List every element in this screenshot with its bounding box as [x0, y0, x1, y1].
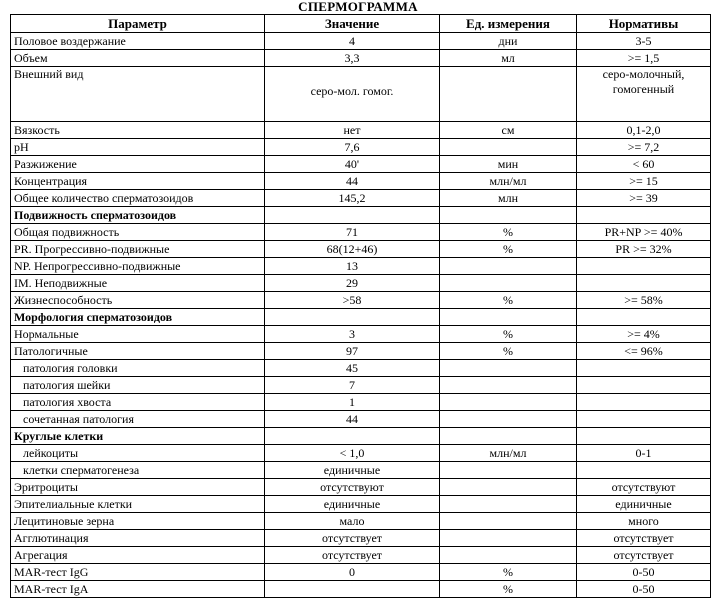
param-cell: Внешний вид [11, 67, 265, 122]
unit-cell: млн [440, 190, 577, 207]
unit-cell [440, 496, 577, 513]
table-header-row [11, 15, 711, 33]
value-cell: отсутствуют [265, 479, 440, 496]
value-cell: единичные [265, 462, 440, 479]
empty-cell [577, 207, 711, 224]
table-row [11, 292, 711, 309]
value-cell: 97 [265, 343, 440, 360]
empty-cell [577, 309, 711, 326]
value-cell: 0 [265, 564, 440, 581]
unit-cell [440, 377, 577, 394]
section-title: Подвижность сперматозоидов [11, 207, 265, 224]
unit-cell [440, 411, 577, 428]
table-row [11, 564, 711, 581]
unit-cell: % [440, 581, 577, 598]
table-row [11, 156, 711, 173]
document-title: СПЕРМОГРАММА [298, 0, 418, 14]
empty-cell [265, 207, 440, 224]
param-cell: лейкоциты [11, 445, 265, 462]
norm-cell: серо-молочный, гомогенный [577, 67, 711, 122]
unit-cell [440, 513, 577, 530]
norm-cell [577, 394, 711, 411]
unit-cell [440, 258, 577, 275]
section-title: Круглые клетки [11, 428, 265, 445]
norm-cell [577, 258, 711, 275]
param-cell: Концентрация [11, 173, 265, 190]
unit-cell: мл [440, 50, 577, 67]
table-row [11, 326, 711, 343]
param-cell: MAR-тест IgG [11, 564, 265, 581]
param-cell: патология головки [11, 360, 265, 377]
table-row [11, 139, 711, 156]
value-cell: 3 [265, 326, 440, 343]
value-cell: 7 [265, 377, 440, 394]
norm-cell: >= 58% [577, 292, 711, 309]
table-row [11, 190, 711, 207]
empty-cell [577, 428, 711, 445]
unit-cell [440, 462, 577, 479]
param-cell: NP. Непрогрессивно-подвижные [11, 258, 265, 275]
empty-cell [440, 207, 577, 224]
spermogram-table [10, 14, 711, 598]
unit-cell: млн/мл [440, 445, 577, 462]
header-unit: Ед. измерения [440, 15, 577, 33]
value-cell: 4 [265, 33, 440, 50]
param-cell: Вязкость [11, 122, 265, 139]
table-row [11, 445, 711, 462]
table-row [11, 33, 711, 50]
unit-cell [440, 360, 577, 377]
header-parameter: Параметр [11, 15, 265, 33]
norm-cell: >= 39 [577, 190, 711, 207]
value-cell: серо-мол. гомог. [265, 67, 440, 122]
param-cell: pH [11, 139, 265, 156]
norm-cell: >= 4% [577, 326, 711, 343]
norm-cell: отсутствует [577, 530, 711, 547]
norm-cell: PR+NP >= 40% [577, 224, 711, 241]
unit-cell [440, 275, 577, 292]
norm-cell: 0-50 [577, 564, 711, 581]
value-cell: 7,6 [265, 139, 440, 156]
value-cell [265, 581, 440, 598]
table-row [11, 496, 711, 513]
unit-cell [440, 394, 577, 411]
value-cell: отсутствует [265, 547, 440, 564]
unit-cell [440, 530, 577, 547]
unit-cell: млн/мл [440, 173, 577, 190]
param-cell: IM. Неподвижные [11, 275, 265, 292]
value-cell: 145,2 [265, 190, 440, 207]
section-title: Морфология сперматозоидов [11, 309, 265, 326]
param-cell: патология шейки [11, 377, 265, 394]
param-cell: PR. Прогрессивно-подвижные [11, 241, 265, 258]
param-cell: Нормальные [11, 326, 265, 343]
param-cell: Общая подвижность [11, 224, 265, 241]
norm-cell [577, 411, 711, 428]
unit-cell: % [440, 564, 577, 581]
unit-cell: % [440, 292, 577, 309]
value-cell: 13 [265, 258, 440, 275]
table-row [11, 377, 711, 394]
unit-cell: мин [440, 156, 577, 173]
table-row [11, 547, 711, 564]
table-row [11, 581, 711, 598]
value-cell: 45 [265, 360, 440, 377]
value-cell: 40' [265, 156, 440, 173]
table-row [11, 513, 711, 530]
table-row [11, 122, 711, 139]
param-cell: Общее количество сперматозоидов [11, 190, 265, 207]
param-cell: Эпителиальные клетки [11, 496, 265, 513]
param-cell: Половое воздержание [11, 33, 265, 50]
value-cell: < 1,0 [265, 445, 440, 462]
header-norm: Нормативы [577, 15, 711, 33]
param-cell: Разжижение [11, 156, 265, 173]
section-row [11, 207, 711, 224]
value-cell: мало [265, 513, 440, 530]
norm-cell: отсутствует [577, 547, 711, 564]
param-cell: сочетанная патология [11, 411, 265, 428]
norm-cell: много [577, 513, 711, 530]
header-value: Значение [265, 15, 440, 33]
empty-cell [440, 428, 577, 445]
table-row [11, 479, 711, 496]
table-row [11, 530, 711, 547]
value-cell: отсутствует [265, 530, 440, 547]
param-cell: Агрегация [11, 547, 265, 564]
unit-cell [440, 547, 577, 564]
norm-cell [577, 360, 711, 377]
table-row [11, 462, 711, 479]
norm-cell: отсутствуют [577, 479, 711, 496]
norm-cell: единичные [577, 496, 711, 513]
value-cell: единичные [265, 496, 440, 513]
section-row [11, 428, 711, 445]
unit-cell: % [440, 343, 577, 360]
norm-cell: 3-5 [577, 33, 711, 50]
norm-cell: 0-1 [577, 445, 711, 462]
norm-cell [577, 275, 711, 292]
unit-cell [440, 479, 577, 496]
param-cell: патология хвоста [11, 394, 265, 411]
table-row [11, 50, 711, 67]
table-row [11, 67, 711, 122]
table-row [11, 394, 711, 411]
value-cell: 44 [265, 173, 440, 190]
norm-cell: < 60 [577, 156, 711, 173]
table-row [11, 258, 711, 275]
norm-cell: >= 15 [577, 173, 711, 190]
norm-cell [577, 462, 711, 479]
table-row [11, 275, 711, 292]
empty-cell [265, 428, 440, 445]
table-row [11, 173, 711, 190]
param-cell: MAR-тест IgA [11, 581, 265, 598]
unit-cell: % [440, 326, 577, 343]
param-cell: Агглютинация [11, 530, 265, 547]
value-cell: >58 [265, 292, 440, 309]
value-cell: 1 [265, 394, 440, 411]
param-cell: Патологичные [11, 343, 265, 360]
table-row [11, 360, 711, 377]
empty-cell [265, 309, 440, 326]
param-cell: Объем [11, 50, 265, 67]
table-row [11, 224, 711, 241]
unit-cell: дни [440, 33, 577, 50]
section-row [11, 309, 711, 326]
norm-cell: >= 1,5 [577, 50, 711, 67]
value-cell: 44 [265, 411, 440, 428]
value-cell: 68(12+46) [265, 241, 440, 258]
unit-cell: % [440, 224, 577, 241]
unit-cell [440, 67, 577, 122]
param-cell: Лецитиновые зерна [11, 513, 265, 530]
param-cell: клетки сперматогенеза [11, 462, 265, 479]
empty-cell [440, 309, 577, 326]
unit-cell [440, 139, 577, 156]
norm-cell: 0,1-2,0 [577, 122, 711, 139]
param-cell: Эритроциты [11, 479, 265, 496]
norm-cell [577, 377, 711, 394]
value-cell: 3,3 [265, 50, 440, 67]
param-cell: Жизнеспособность [11, 292, 265, 309]
value-cell: 71 [265, 224, 440, 241]
table-row [11, 343, 711, 360]
table-row [11, 411, 711, 428]
norm-cell: >= 7,2 [577, 139, 711, 156]
unit-cell: % [440, 241, 577, 258]
norm-cell: PR >= 32% [577, 241, 711, 258]
norm-cell: <= 96% [577, 343, 711, 360]
unit-cell: см [440, 122, 577, 139]
value-cell: 29 [265, 275, 440, 292]
table-row [11, 241, 711, 258]
norm-cell: 0-50 [577, 581, 711, 598]
value-cell: нет [265, 122, 440, 139]
